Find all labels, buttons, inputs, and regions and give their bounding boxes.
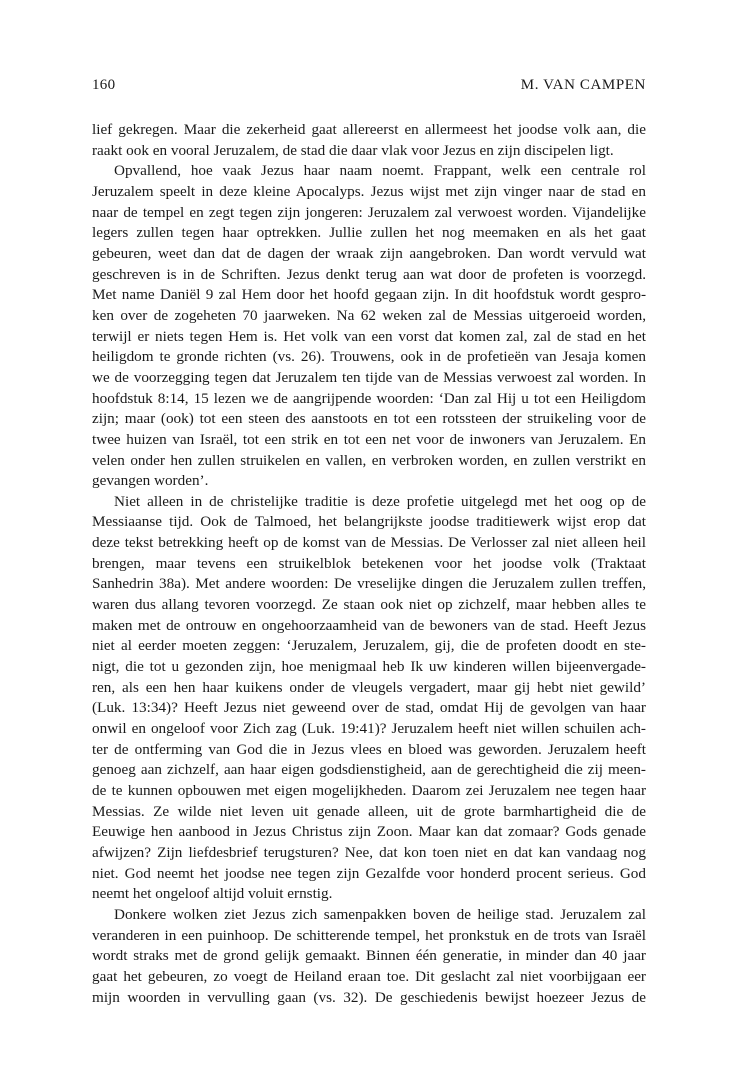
paragraph bbox=[92, 120, 646, 161]
text-line: Messiaanse tijd. Ook de Talmoed, het belangrijkste joodse traditiewerk wijst erop dat bbox=[92, 513, 646, 531]
running-head: M. VAN CAMPEN bbox=[520, 77, 646, 93]
text-line: Donkere wolken ziet Jezus zich samenpakken boven de heilige stad. Jeruzalem zal bbox=[114, 905, 646, 923]
text-line: we de voorzegging tegen dat Jeruzalem ten tijde van de Messias verwoest zal worden. In bbox=[92, 368, 646, 386]
text-line: mijn woorden in vervulling gaan (vs. 32). De geschiedenis bewijst hoezeer Jezus de bbox=[92, 988, 646, 1006]
text-line: lief gekregen. Maar die zekerheid gaat allereerst en allermeest het joodse volk aan, die bbox=[92, 121, 646, 138]
text-line: ren, als een hen haar kuikens onder de vleugels vergadert, maar gij hebt niet gewild’ bbox=[92, 678, 646, 696]
text-line: gaat het gebeuren, zo voegt de Heiland eraan toe. Dit geslacht zal niet voorbijgaan eer bbox=[92, 967, 646, 985]
text-line: Met name Daniël 9 zal Hem door het hoofd gegaan zijn. In dit hoofdstuk wordt gespro- bbox=[92, 286, 646, 304]
text-line: naar de tempel en zegt tegen zijn jongeren: Jeruzalem zal verwoest worden. Vijandelijke bbox=[92, 203, 646, 221]
text-line: nigt, die tot u gezonden zijn, hoe menigmaal heb Ik uw kinderen willen bijeenvergade- bbox=[92, 658, 646, 676]
text-line: ter de ontferming van God die in Jezus vlees en bloed was geworden. Jeruzalem heeft bbox=[92, 740, 646, 758]
page-header bbox=[92, 77, 646, 99]
text-line: afwijzen? Zijn liefdesbrief terugsturen? Nee, dat kon toen niet en dat kan vandaag nog bbox=[92, 843, 646, 861]
text-line: waren dus allang tevoren voorzegd. Ze staan ook niet op zichzelf, maar hebben alles te bbox=[92, 596, 646, 614]
text-line: ken over de zogeheten 70 jaarweken. Na 62 weken zal de Messias uitgeroeid worden, bbox=[92, 306, 646, 324]
text-line: Niet alleen in de christelijke traditie is deze profetie uitgelegd met het oog op de bbox=[114, 492, 646, 510]
text-line: terwijl er niets tegen Hem is. Het volk van een vorst dat komen zal, zal de stad en het bbox=[92, 327, 646, 345]
text-line: onwil en ongeloof voor Zich zag (Luk. 19:41)? Jeruzalem heeft niet willen schuilen ach- bbox=[92, 720, 646, 738]
text-line: maken met de ontrouw en ongehoorzaamheid van de bewoners van de stad. Heeft Jezus bbox=[92, 616, 646, 634]
text-line: Jeruzalem speelt in deze kleine Apocalyps. Jezus wijst met zijn vinger naar de stad en bbox=[92, 182, 646, 200]
text-line: gevangen worden’. bbox=[92, 472, 209, 490]
body-text bbox=[92, 120, 646, 1008]
text-line: raakt ook en vooral Jeruzalem, de stad die daar vlak voor Jezus en zijn discipelen ligt. bbox=[92, 141, 614, 159]
text-line: geschreven is in de Schriften. Jezus denkt terug aan wat door de profeten is voorzegd. bbox=[92, 265, 646, 283]
text-line: heiligdom te gronde richten (vs. 26). Trouwens, ook in de profetieën van Jesaja komen bbox=[92, 348, 646, 366]
text-line: wordt straks met de grond gelijk gemaakt. Binnen één generatie, in minder dan 40 jaar bbox=[92, 947, 646, 965]
text-line: neemt het ongeloof altijd voluit ernstig. bbox=[92, 885, 333, 903]
text-line: veranderen in een puinhoop. De schitterende tempel, het pronkstuk en de trots van Israël bbox=[92, 926, 646, 944]
text-line: velen onder hen zullen struikelen en vallen, en verbroken worden, en zullen verstrikt en bbox=[92, 451, 646, 469]
paragraph bbox=[92, 161, 646, 492]
text-line: twee huizen van Israël, tot een strik en tot een net voor de inwoners van Jeruzalem. En bbox=[92, 430, 646, 448]
text-line: (Luk. 13:34)? Heeft Jezus niet geweend over de stad, omdat Hij de gevolgen van haar bbox=[92, 699, 646, 717]
text-line: deze tekst betrekking heeft op de komst van de Messias. De Verlosser zal niet alleen heil bbox=[92, 534, 646, 552]
page-number: 160 bbox=[92, 77, 116, 93]
text-line: Messias. Ze wilde niet leven uit genade alleen, uit de grote barmhartigheid die de bbox=[92, 802, 646, 820]
paragraph bbox=[92, 905, 646, 1008]
text-line: Opvallend, hoe vaak Jezus haar naam noemt. Frappant, welk een centrale rol bbox=[114, 162, 646, 180]
text-line: brengen, maar tevens een struikelblok betekenen voor het joodse volk (Traktaat bbox=[92, 554, 646, 572]
text-line: gebeuren, weet dan dat de dagen der wraak zijn aangebroken. Dan wordt vervuld wat bbox=[92, 244, 646, 262]
text-line: Sanhedrin 38a). Met andere woorden: De vreselijke dingen die Jeruzalem zullen treffen, bbox=[92, 575, 646, 593]
text-line: zijn; maar (ook) tot een steen des aanstoots en tot een rotssteen der struikeling voor de bbox=[92, 410, 646, 428]
text-line: niet. God neemt het joodse nee tegen zijn Gezalfde voor honderd procent serieus. God bbox=[92, 864, 646, 882]
text-line: Eeuwige hen aanbood in Jezus Christus zijn Zoon. Maar kan dat zomaar? Gods genade bbox=[92, 823, 646, 841]
paragraph bbox=[92, 492, 646, 905]
text-line: hoofdstuk 8:14, 15 lezen we de aangrijpende woorden: ‘Dan zal Hij u tot een Heiligdom bbox=[92, 389, 646, 407]
text-line: genoeg aan zichzelf, aan haar eigen godsdienstigheid, aan de gerechtigheid die zij meen- bbox=[92, 761, 646, 779]
text-line: niet al eerder moeten zeggen: ‘Jeruzalem, Jeruzalem, gij, die de profeten doodt en ste- bbox=[92, 637, 646, 655]
text-line: legers zullen tegen haar optrekken. Jullie zullen het nog meemaken en als het gaat bbox=[92, 224, 646, 242]
text-line: de te kunnen opbouwen met eigen mogelijkheden. Daarom zei Jeruzalem nee tegen haar bbox=[92, 782, 646, 799]
